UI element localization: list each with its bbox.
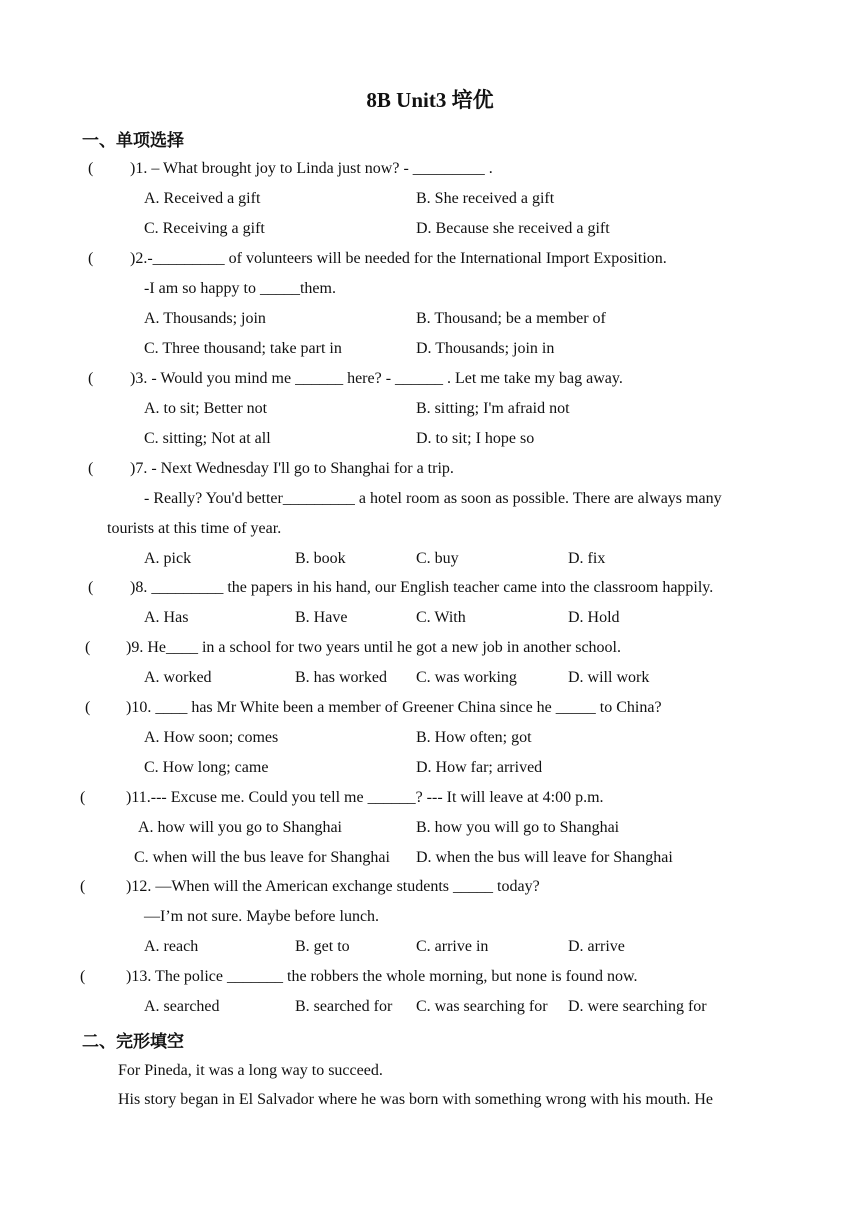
answer-paren: ( [85,699,91,716]
option-b: B. sitting; I'm afraid not [416,400,570,417]
option-d: D. Because she received a gift [416,220,610,237]
option-d: D. Thousands; join in [416,340,555,357]
option-a: A. Thousands; join [144,310,266,327]
question-stem-continuation: tourists at this time of year. [107,520,282,537]
question-stem: )3. - Would you mind me ______ here? - ______ . Let me take my bag away. [130,370,623,387]
option-a: A. to sit; Better not [144,400,268,417]
page-title: 8B Unit3 培优 [366,88,494,112]
option-d: D. arrive [568,938,625,955]
option-c: C. was working [416,669,517,686]
option-d: D. Hold [568,609,620,626]
option-b: B. get to [295,938,350,955]
option-a: A. How soon; comes [144,729,279,746]
option-c: C. With [416,609,466,626]
question-stem: )13. The police _______ the robbers the whole morning, but none is found now. [126,968,638,985]
option-b: B. How often; got [416,729,532,746]
question-stem-continuation: -I am so happy to _____them. [144,280,336,297]
option-b: B. Have [295,609,348,626]
option-a: A. how will you go to Shanghai [138,819,342,836]
option-d: D. to sit; I hope so [416,430,535,447]
option-c: C. How long; came [144,759,269,776]
question-stem: )11.--- Excuse me. Could you tell me ______? --- It will leave at 4:00 p.m. [126,789,604,806]
option-b: B. Thousand; be a member of [416,310,606,327]
option-c: C. Receiving a gift [144,220,265,237]
option-c: C. when will the bus leave for Shanghai [134,849,390,866]
option-a: A. worked [144,669,212,686]
option-a: A. Has [144,609,189,626]
question-stem: )7. - Next Wednesday I'll go to Shanghai for a trip. [130,460,454,477]
passage-line: For Pineda, it was a long way to succeed. [118,1062,383,1079]
question-stem: )10. ____ has Mr White been a member of Greener China since he _____ to China? [126,699,662,716]
option-a: A. pick [144,550,192,567]
option-c: C. arrive in [416,938,489,955]
option-a: A. reach [144,938,199,955]
answer-paren: ( [80,878,86,895]
answer-paren: ( [80,968,86,985]
option-d: D. when the bus will leave for Shanghai [416,849,673,866]
option-b: B. how you will go to Shanghai [416,819,620,836]
option-d: D. were searching for [568,998,707,1015]
option-c: C. Three thousand; take part in [144,340,342,357]
answer-paren: ( [88,160,94,177]
question-stem: )9. He____ in a school for two years until he got a new job in another school. [126,639,621,656]
answer-paren: ( [80,789,86,806]
passage-line: His story began in El Salvador where he was born with something wrong with his mouth. He [118,1091,714,1108]
answer-paren: ( [88,460,94,477]
question-stem: )8. _________ the papers in his hand, our English teacher came into the classroom happily. [130,579,714,596]
option-b: B. book [295,550,346,567]
option-c: C. buy [416,550,459,567]
question-stem: )1. – What brought joy to Linda just now? - _________ . [130,160,493,177]
answer-paren: ( [85,639,91,656]
answer-paren: ( [88,370,94,387]
section-heading-multiple-choice: 一、单项选择 [82,131,184,151]
question-stem-continuation: - Really? You'd better_________ a hotel room as soon as possible. There are always many [144,490,722,507]
option-a: A. Received a gift [144,190,261,207]
question-stem: )2.-_________ of volunteers will be needed for the International Import Exposition. [130,250,667,267]
section-heading-cloze: 二、完形填空 [82,1032,184,1052]
answer-paren: ( [88,579,94,596]
option-c: C. sitting; Not at all [144,430,271,447]
answer-paren: ( [88,250,94,267]
option-a: A. searched [144,998,220,1015]
option-b: B. has worked [295,669,387,686]
option-b: B. searched for [295,998,393,1015]
option-d: D. will work [568,669,650,686]
option-d: D. How far; arrived [416,759,543,776]
option-d: D. fix [568,550,606,567]
option-c: C. was searching for [416,998,548,1015]
option-b: B. She received a gift [416,190,555,207]
question-stem-continuation: —I’m not sure. Maybe before lunch. [144,908,380,925]
question-stem: )12. —When will the American exchange students _____ today? [126,878,540,895]
